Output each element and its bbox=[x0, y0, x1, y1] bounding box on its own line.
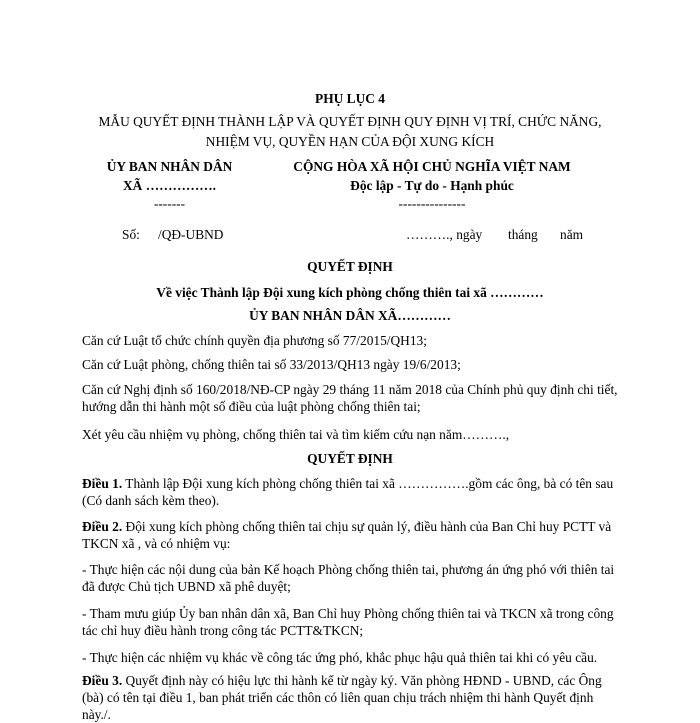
date-month: tháng bbox=[508, 227, 538, 242]
article-2-text: Đội xung kích phòng chống thiên tai chịu sự quản lý, điều hành của Ban Chỉ huy PCTT và TKCN xã , và có nhiệm vụ: bbox=[82, 519, 612, 551]
appendix-title-line1: MẪU QUYẾT ĐỊNH THÀNH LẬP VÀ QUYẾT ĐỊNH QUY ĐỊNH VỊ TRÍ, CHỨC NĂNG, bbox=[98, 114, 602, 129]
national-motto: Độc lập - Tự do - Hạnh phúc bbox=[350, 178, 514, 193]
issuer-commune: XÃ ……………. bbox=[123, 178, 216, 193]
date-year: năm bbox=[560, 227, 584, 242]
article-2-label: Điều 2. bbox=[82, 519, 123, 534]
place-date: ………., ngày bbox=[406, 227, 483, 242]
legal-basis: Xét yêu cầu nhiệm vụ phòng, chống thiên tai và tìm kiếm cứu nạn năm………., bbox=[82, 427, 510, 442]
decision-subject: Về việc Thành lập Đội xung kích phòng chống thiên tai xã ………… bbox=[156, 285, 544, 300]
article-3 bbox=[82, 673, 622, 723]
decides-heading: QUYẾT ĐỊNH bbox=[307, 451, 393, 466]
legal-basis: Căn cứ Luật tổ chức chính quyền địa phương số 77/2015/QH13; bbox=[82, 333, 427, 348]
decision-heading: QUYẾT ĐỊNH bbox=[307, 259, 393, 274]
issuer-rule: ------- bbox=[153, 196, 186, 211]
decision-issuer: ỦY BAN NHÂN DÂN XÃ………… bbox=[249, 308, 451, 323]
article-2-item: - Thực hiện các nội dung của bản Kế hoạch Phòng chống thiên tai, phương án ứng phó với thiên tai đã được Chủ tịch UBND xã phê duyệt; bbox=[82, 562, 615, 594]
legal-basis: Căn cứ Luật phòng, chống thiên tai số 33/2013/QH13 ngày 19/6/2013; bbox=[82, 357, 461, 372]
motto-rule: --------------- bbox=[398, 196, 466, 211]
issuer-name: ỦY BAN NHÂN DÂN bbox=[106, 159, 233, 174]
article-1 bbox=[82, 476, 622, 510]
article-1-text: Thành lập Đội xung kích phòng chống thiên tai xã …………….gồm các ông, bà có tên sau (Có danh sách kèm theo). bbox=[82, 476, 614, 508]
article-3-text: Quyết định này có hiệu lực thi hành kể từ ngày ký. Văn phòng HĐND - UBND, các Ông (bà) có tên tại điều 1, ban phát triển các thôn có liên quan chịu trách nhiệm thi hành Quyết định này./. bbox=[82, 673, 602, 722]
article-1-label: Điều 1. bbox=[82, 476, 123, 491]
article-2 bbox=[82, 519, 622, 553]
document-number-label: Số: bbox=[122, 227, 140, 242]
document-number-code: /QĐ-UBND bbox=[158, 227, 224, 242]
article-3-label: Điều 3. bbox=[82, 673, 123, 688]
article-2-item: - Tham mưu giúp Ủy ban nhân dân xã, Ban Chỉ huy Phòng chống thiên tai và TKCN xã trong công tác chỉ huy điều hành trong công tác PCTT&TKCN; bbox=[82, 606, 614, 638]
appendix-label: PHỤ LỤC 4 bbox=[315, 91, 385, 106]
appendix-title-line2: NHIỆM VỤ, QUYỀN HẠN CỦA ĐỘI XUNG KÍCH bbox=[205, 134, 495, 149]
national-title: CỘNG HÒA XÃ HỘI CHỦ NGHĨA VIỆT NAM bbox=[293, 159, 571, 174]
article-2-item: - Thực hiện các nhiệm vụ khác về công tác ứng phó, khắc phục hậu quả thiên tai khi có yêu cầu. bbox=[82, 650, 598, 665]
legal-basis: Căn cứ Nghị định số 160/2018/NĐ-CP ngày 29 tháng 11 năm 2018 của Chính phủ quy định chi tiết, hướng dẫn thi hành một số điều của luật phòng chống thiên tai; bbox=[82, 382, 618, 414]
